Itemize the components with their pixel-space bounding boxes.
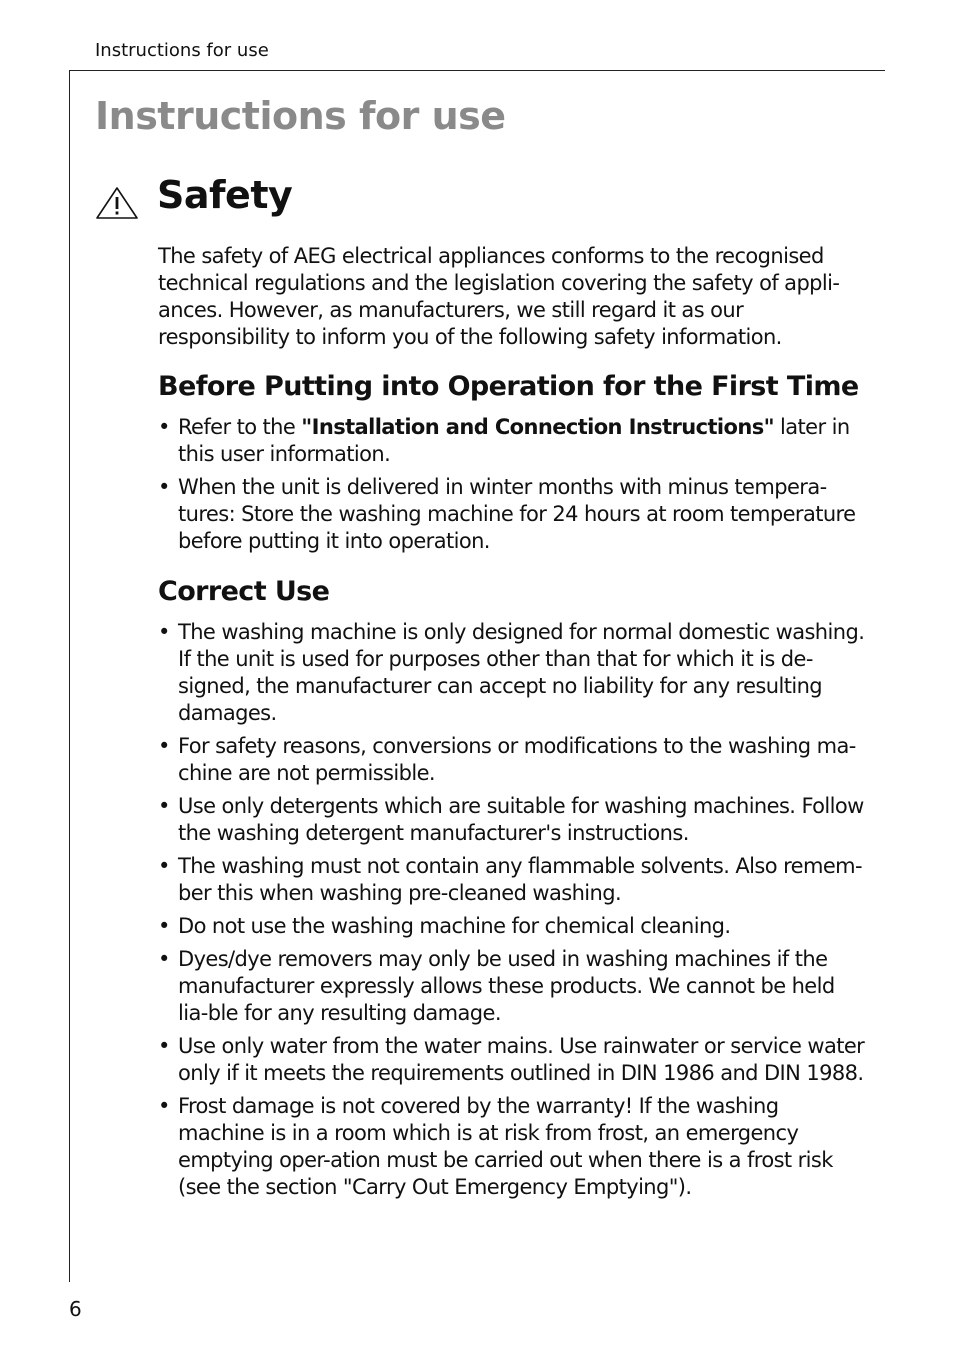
section-title-safety: Safety <box>157 173 293 217</box>
correct-use-list <box>158 619 868 1201</box>
page-number: 6 <box>69 1297 82 1321</box>
heading-before-operation: Before Putting into Operation for the First Time <box>158 371 859 402</box>
main-content <box>158 243 868 1207</box>
list-item: • The washing must not contain any flammable solvents. Also remem-ber this when washing pre-cleaned washing. <box>158 853 868 907</box>
before-operation-list <box>158 414 868 555</box>
list-item: • Do not use the washing machine for chemical cleaning. <box>158 913 868 940</box>
heading-correct-use: Correct Use <box>158 576 330 607</box>
running-header: Instructions for use <box>95 40 269 61</box>
list-item: • When the unit is delivered in winter months with minus tempera-tures: Store the washing machine for 24 hours at room temperature before putting it into operation. <box>158 474 868 555</box>
list-item: • Use only water from the water mains. Use rainwater or service water only if it meets the requirements outlined in DIN 1986 and DIN 1988. <box>158 1033 868 1087</box>
list-item: • For safety reasons, conversions or modifications to the washing ma-chine are not permissible. <box>158 733 868 787</box>
header-rule <box>69 70 885 71</box>
list-item: • Frost damage is not covered by the warranty! If the washing machine is in a room which is at risk from frost, an emergency emptying oper-ation must be carried out when there is a frost risk (see the section "Carry Out Emergency Emptying"). <box>158 1093 868 1201</box>
list-item: • Refer to the "Installation and Connection Instructions" later in this user information. <box>158 414 868 468</box>
list-item: • The washing machine is only designed for normal domestic washing. If the unit is used for purposes other than that for which it is de-signed, the manufacturer can accept no liability for any resulting damages. <box>158 619 868 727</box>
warning-triangle-icon <box>95 186 139 220</box>
left-margin-rule <box>69 70 70 1282</box>
safety-intro-paragraph: The safety of AEG electrical appliances conforms to the recognised technical regulations and the legislation covering the safety of appli-ances. However, as manufacturers, we still regard it as our responsibility to inform you of the following safety information. <box>158 244 840 349</box>
list-item: • Use only detergents which are suitable for washing machines. Follow the washing detergent manufacturer's instructions. <box>158 793 868 847</box>
list-item: • Dyes/dye removers may only be used in washing machines if the manufacturer expressly allows these products. We cannot be held lia-ble for any resulting damage. <box>158 946 868 1027</box>
installation-instructions-reference: "Installation and Connection Instructions" <box>301 415 774 439</box>
page-title: Instructions for use <box>95 94 506 138</box>
